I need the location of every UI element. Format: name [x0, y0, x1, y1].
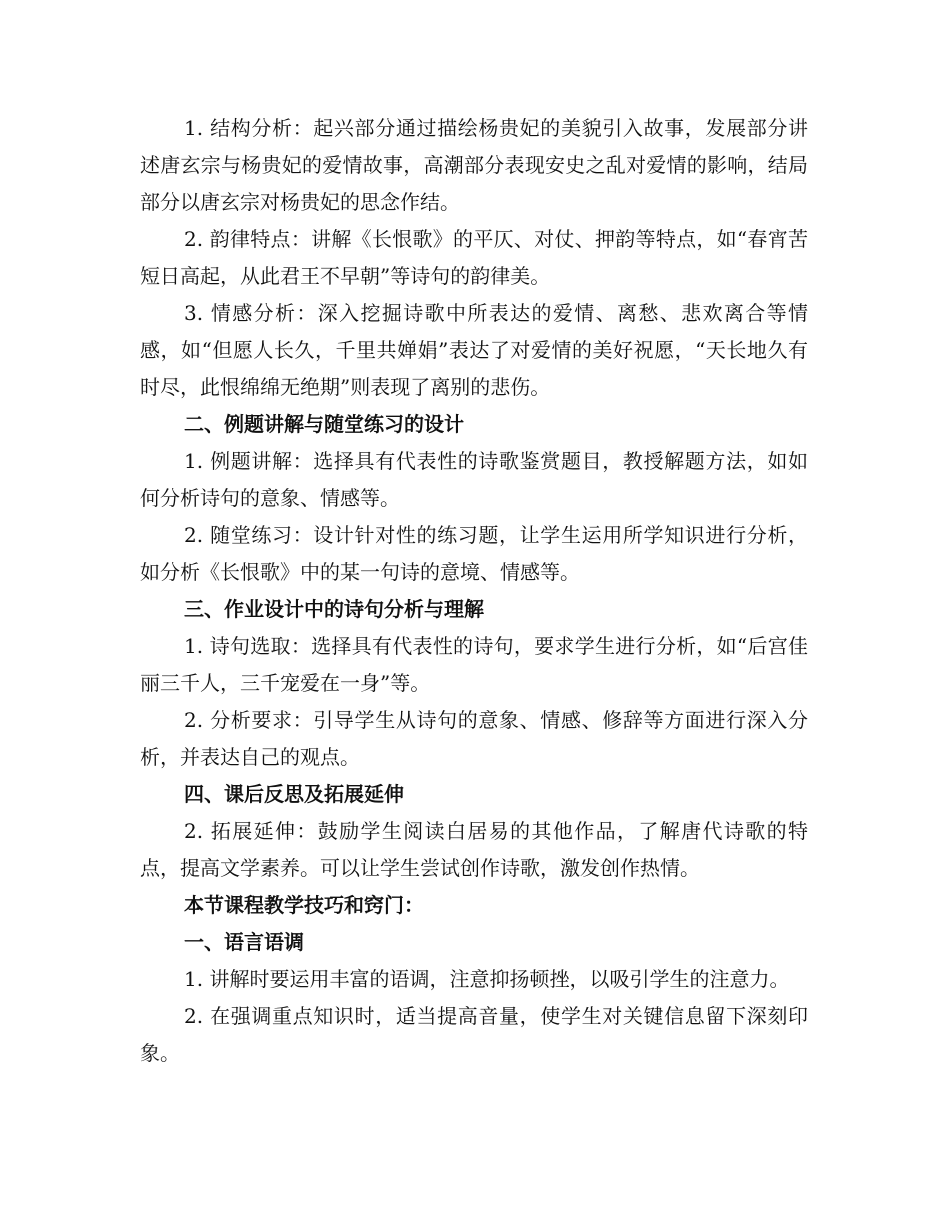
paragraph-rhythm-features: 2. 韵律特点：讲解《长恨歌》的平仄、对仗、押韵等特点，如“春宵苦短日高起，从此君王不早朝”等诗句的韵律美。: [140, 227, 808, 288]
document-body: [140, 110, 808, 1072]
paragraph-example-explanation: 1. 例题讲解：选择具有代表性的诗歌鉴赏题目，教授解题方法，如如何分析诗句的意象、情感等。: [140, 449, 808, 510]
section-heading-language-tone: 一、语言语调: [184, 930, 304, 954]
section-heading-teaching-tips: 本节课程教学技巧和窍门：: [184, 893, 424, 917]
section-heading-homework: 三、作业设计中的诗句分析与理解: [184, 597, 484, 621]
paragraph-extension: 2. 拓展延伸：鼓励学生阅读白居易的其他作品，了解唐代诗歌的特点，提高文学素养。可以让学生尝试创作诗歌，激发创作热情。: [140, 819, 808, 880]
paragraph-analysis-requirements: 2. 分析要求：引导学生从诗句的意象、情感、修辞等方面进行深入分析，并表达自己的观点。: [140, 708, 808, 769]
paragraph-verse-selection: 1. 诗句选取：选择具有代表性的诗句，要求学生进行分析，如“后宫佳丽三千人，三千宠爱在一身”等。: [140, 634, 808, 695]
paragraph-class-practice: 2. 随堂练习：设计针对性的练习题，让学生运用所学知识进行分析，如分析《长恨歌》中的某一句诗的意境、情感等。: [140, 523, 808, 584]
paragraph-emotion-analysis: 3. 情感分析：深入挖掘诗歌中所表达的爱情、离愁、悲欢离合等情感，如“但愿人长久，千里共婵娟”表达了对爱情的美好祝愿，“天长地久有时尽，此恨绵绵无绝期”则表现了离别的悲伤。: [140, 301, 808, 399]
section-heading-examples: 二、例题讲解与随堂练习的设计: [184, 412, 464, 436]
section-heading-reflection: 四、课后反思及拓展延伸: [184, 782, 404, 806]
paragraph-structure-analysis: 1. 结构分析：起兴部分通过描绘杨贵妃的美貌引入故事，发展部分讲述唐玄宗与杨贵妃的爱情故事，高潮部分表现安史之乱对爱情的影响，结局部分以唐玄宗对杨贵妃的思念作结。: [140, 116, 808, 214]
paragraph-volume-emphasis: 2. 在强调重点知识时，适当提高音量，使学生对关键信息留下深刻印象。: [140, 1004, 808, 1065]
paragraph-tone-variation: 1. 讲解时要运用丰富的语调，注意抑扬顿挫，以吸引学生的注意力。: [184, 967, 790, 991]
